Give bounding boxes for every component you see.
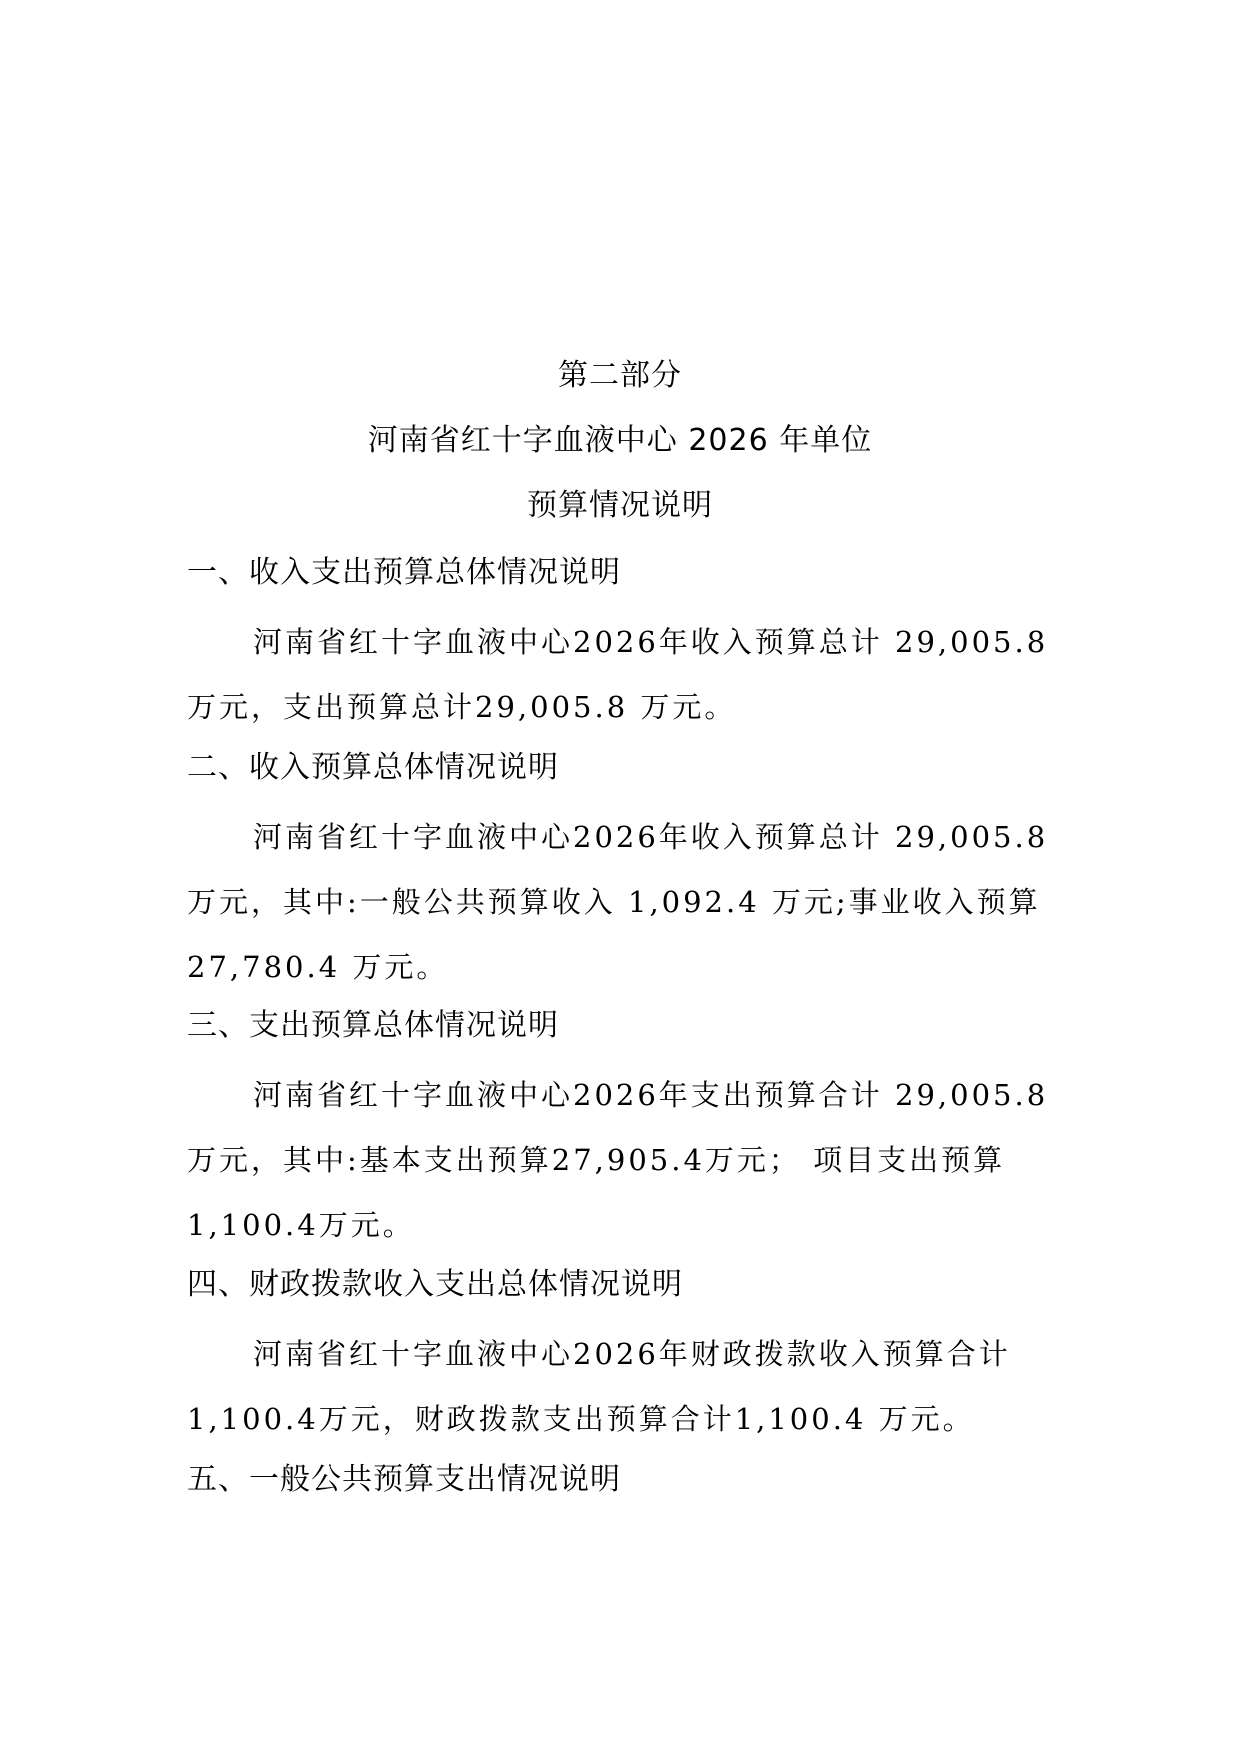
body-line: 万元，其中:基本支出预算27,905.4万元； 项目支出预算 (187, 1143, 1006, 1177)
body-line: 1,100.4万元。 (187, 1208, 415, 1242)
body-line: 万元，支出预算总计29,005.8 万元。 (187, 690, 737, 724)
body-line: 河南省红十字血液中心2026年收入预算总计 29,005.8 (253, 625, 1049, 659)
section-body-4 (187, 1322, 1057, 1452)
document-title: 河南省红十字血液中心 2026 年单位 (367, 423, 873, 458)
section-heading-5: 五、一般公共预算支出情况说明 (187, 1462, 621, 1497)
body-line: 1,100.4万元，财政拨款支出预算合计1,100.4 万元。 (187, 1402, 975, 1436)
body-line: 河南省红十字血液中心2026年支出预算合计 29,005.8 (253, 1078, 1049, 1112)
section-heading-1: 一、收入支出预算总体情况说明 (187, 555, 621, 590)
section-body-1 (187, 610, 1057, 740)
section-body-3 (187, 1063, 1057, 1258)
body-line: 万元，其中:一般公共预算收入 1,092.4 万元;事业收入预算 (187, 885, 1041, 919)
section-body-2 (187, 805, 1057, 1000)
body-line: 27,780.4 万元。 (187, 950, 449, 984)
document-subtitle: 预算情况说明 (527, 488, 713, 523)
body-line: 河南省红十字血液中心2026年收入预算总计 29,005.8 (253, 820, 1049, 854)
section-heading-4: 四、财政拨款收入支出总体情况说明 (187, 1267, 683, 1302)
section-heading-3: 三、支出预算总体情况说明 (187, 1008, 559, 1043)
body-line: 河南省红十字血液中心2026年财政拨款收入预算合计 (253, 1337, 1011, 1371)
part-label: 第二部分 (558, 358, 682, 393)
section-heading-2: 二、收入预算总体情况说明 (187, 750, 559, 785)
